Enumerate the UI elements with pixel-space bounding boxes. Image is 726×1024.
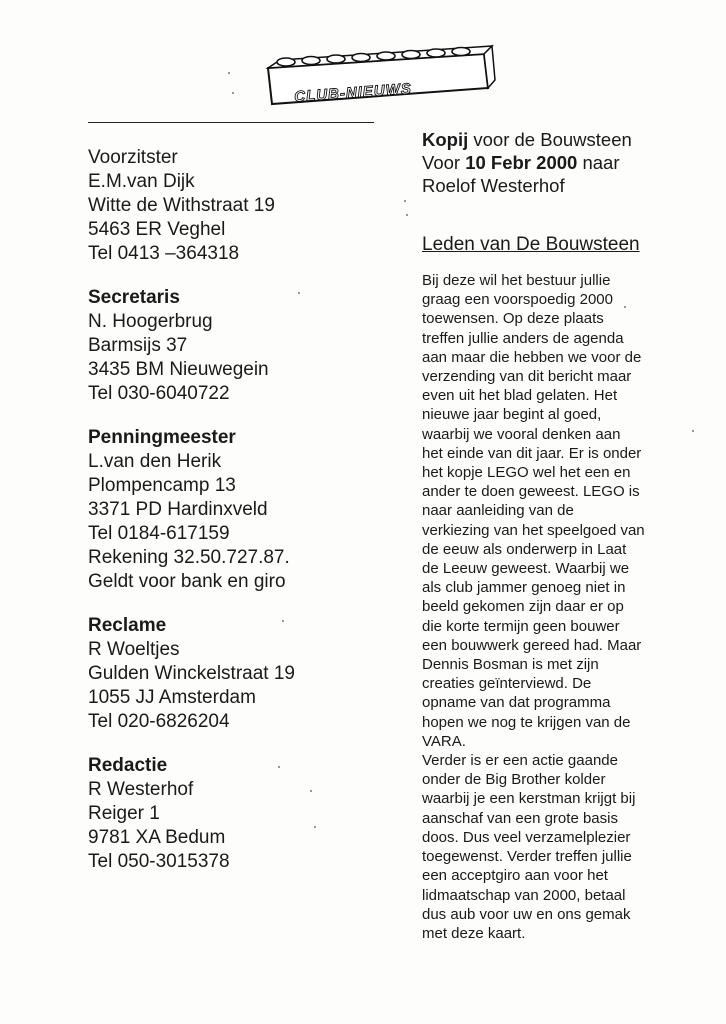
kopij-naar: naar xyxy=(577,152,620,173)
contact-line: 3371 PD Hardinxveld xyxy=(88,499,268,520)
contact-line: Witte de Withstraat 19 xyxy=(88,195,275,216)
kopij-voor: Voor xyxy=(422,152,466,173)
body-line: waarbij we vooral denken aan xyxy=(422,425,621,443)
contact-block xyxy=(88,426,408,594)
contact-block xyxy=(88,286,408,406)
contact-line: 3435 BM Nieuwegein xyxy=(88,359,269,380)
body-line: de eeuw als onderwerp in Laat xyxy=(422,540,627,558)
body-line: het einde van dit jaar. Er is onder xyxy=(422,444,642,462)
body-line: opname van dat programma xyxy=(422,694,611,712)
body-line: een acceptgiro aan voor het xyxy=(422,867,608,885)
kopij-word: Kopij xyxy=(422,129,469,150)
body-line: aanschaf van een grote basis xyxy=(422,809,618,827)
contact-line: Tel 020-6826204 xyxy=(88,711,230,732)
body-line: als club jammer genoeg niet in xyxy=(422,579,626,597)
contact-block xyxy=(88,754,408,874)
kopij-line-1 xyxy=(422,128,684,151)
body-line: creaties geïnterviewd. De xyxy=(422,675,592,693)
body-line: het kopje LEGO wel het een en xyxy=(422,464,631,482)
body-line: Verder is er een actie gaande xyxy=(422,752,618,770)
body-line: Dennis Bosman is met zijn xyxy=(422,656,599,674)
contact-line: R Woeltjes xyxy=(88,639,180,660)
contact-line: Plompencamp 13 xyxy=(88,475,236,496)
leden-heading: Leden van De Bouwsteen xyxy=(422,234,640,255)
contact-line: Gulden Winckelstraat 19 xyxy=(88,663,295,684)
contact-line: Barmsijs 37 xyxy=(88,335,188,356)
body-line: dus aub voor uw en ons gemak xyxy=(422,905,631,923)
scan-speck xyxy=(232,92,234,94)
contact-line: Tel 0413 –364318 xyxy=(88,243,240,264)
body-line: met deze kaart. xyxy=(422,924,526,942)
kopij-line-1-rest: voor de Bouwsteen xyxy=(468,129,632,150)
contact-role: Redactie xyxy=(88,755,168,776)
scan-speck xyxy=(692,430,694,432)
body-line: VARA. xyxy=(422,732,466,750)
contact-role: Voorzitster xyxy=(88,147,178,168)
news-body xyxy=(422,271,684,943)
body-line: Bij deze wil het bestuur jullie xyxy=(422,272,611,289)
contact-line: Reiger 1 xyxy=(88,803,160,824)
body-line: aan maar die hebben we voor de xyxy=(422,348,642,366)
kopij-date: 10 Febr 2000 xyxy=(465,152,578,173)
scan-speck xyxy=(298,292,300,294)
scan-speck xyxy=(282,620,284,622)
body-line: even uit het blad gelaten. Het xyxy=(422,387,618,405)
kopij-deadline xyxy=(422,128,684,197)
scan-speck xyxy=(314,826,316,828)
contact-block xyxy=(88,614,408,734)
kopij-line-3: Roelof Westerhof xyxy=(422,175,565,196)
body-line: naar aanleiding van de xyxy=(422,502,574,520)
body-line: ander te doen geweest. LEGO is xyxy=(422,483,640,501)
body-line: toegewenst. Verder treffen jullie xyxy=(422,848,632,866)
body-line: verkiezing van het speelgoed van xyxy=(422,521,645,539)
body-line: een bouwwerk gereed had. Maar xyxy=(422,636,642,654)
body-line: graag een voorspoedig 2000 xyxy=(422,291,613,309)
scan-speck xyxy=(310,790,312,792)
scan-speck xyxy=(228,72,230,74)
body-line: nieuwe jaar begint al goed, xyxy=(422,406,602,424)
contact-role: Reclame xyxy=(88,615,167,636)
body-line: lidmaatschap van 2000, betaal xyxy=(422,886,626,904)
contact-line: L.van den Herik xyxy=(88,451,222,472)
contact-line: N. Hoogerbrug xyxy=(88,311,213,332)
contact-line: Tel 050-3015378 xyxy=(88,851,230,872)
body-line: de Leeuw geweest. Waarbij we xyxy=(422,560,630,578)
logo-text: CLUB-NIEUWS xyxy=(293,80,413,106)
scan-speck xyxy=(624,306,626,308)
contact-block xyxy=(88,146,408,266)
contact-line: Tel 030-6040722 xyxy=(88,383,230,404)
body-line: verzending van dit bericht maar xyxy=(422,368,632,386)
contact-line: Rekening 32.50.727.87. xyxy=(88,547,290,568)
scan-speck xyxy=(404,200,406,202)
contacts-column xyxy=(88,146,408,894)
body-line: treffen jullie anders de agenda xyxy=(422,329,624,347)
contact-line: E.M.van Dijk xyxy=(88,171,195,192)
body-line: onder de Big Brother kolder xyxy=(422,771,606,789)
body-line: toewensen. Op deze plaats xyxy=(422,310,604,328)
body-line: doos. Dus veel verzamelplezier xyxy=(422,828,631,846)
contact-line: 9781 XA Bedum xyxy=(88,827,226,848)
contact-line: R Westerhof xyxy=(88,779,194,800)
scan-speck xyxy=(406,214,408,216)
body-line: hopen we nog te krijgen van de xyxy=(422,713,631,731)
contact-role: Secretaris xyxy=(88,287,180,308)
contact-role: Penningmeester xyxy=(88,427,236,448)
body-line: beeld gekomen zijn daar er op xyxy=(422,598,624,616)
club-nieuws-logo xyxy=(264,44,496,108)
contact-line: Geldt voor bank en giro xyxy=(88,571,286,592)
contact-line: 1055 JJ Amsterdam xyxy=(88,687,256,708)
kopij-line-2 xyxy=(422,151,684,174)
body-line: die korte termijn geen bouwer xyxy=(422,617,620,635)
header-rule xyxy=(88,122,374,123)
body-line: waarbij je een kerstman krijgt bij xyxy=(422,790,636,808)
contact-line: Tel 0184-617159 xyxy=(88,523,230,544)
scan-speck xyxy=(278,766,280,768)
news-column xyxy=(422,128,684,943)
contact-line: 5463 ER Veghel xyxy=(88,219,226,240)
lego-brick-icon xyxy=(264,44,496,108)
